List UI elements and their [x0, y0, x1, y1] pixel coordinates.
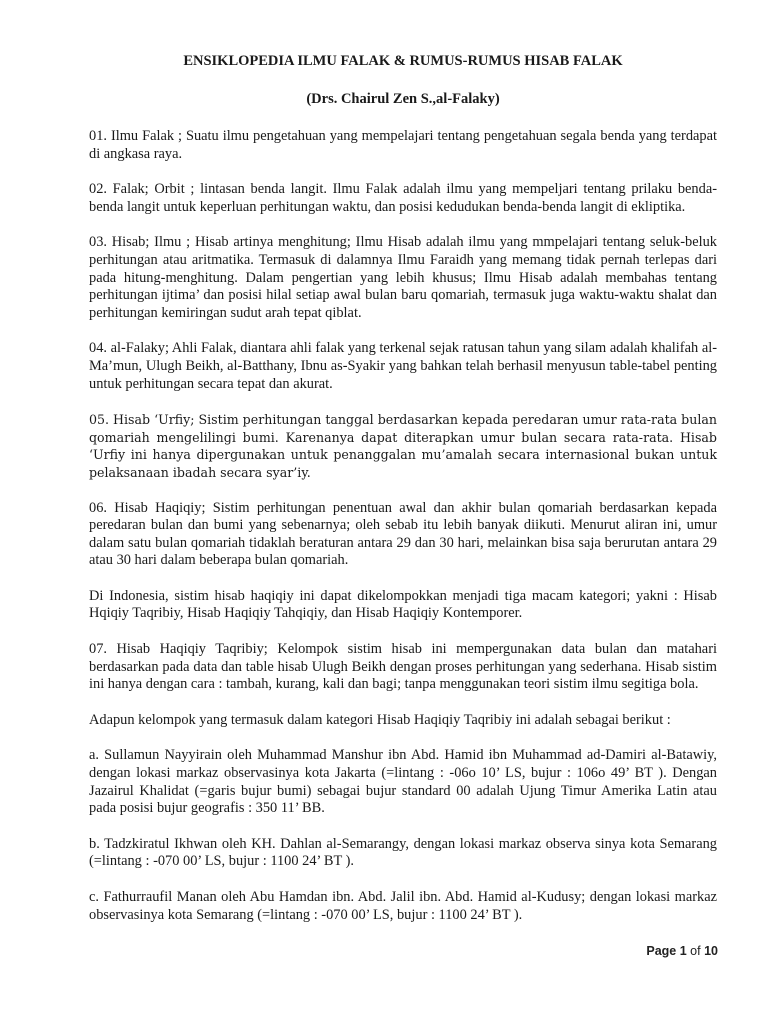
paragraph-indonesia-categories: Di Indonesia, sistim hisab haqiqiy ini dapat dikelompokkan menjadi tiga macam kategori; yakni : Hisab Hqiqiy Taqribiy, Hisab Haqiqiy Tahqiqiy, dan Hisab Haqiqiy Kontemporer.: [89, 587, 717, 622]
page-number: 1: [679, 944, 687, 958]
paragraph-01-ilmu-falak: 01. Ilmu Falak ; Suatu ilmu pengetahuan yang mempelajari tentang pengetahuan segala benda yang terdapat di angkasa raya.: [89, 128, 717, 162]
paragraph-taqribiy-intro: Adapun kelompok yang termasuk dalam kategori Hisab Haqiqiy Taqribiy ini adalah sebagai berikut :: [89, 711, 671, 728]
document-author: (Drs. Chairul Zen S.,al-Falaky): [306, 91, 500, 107]
paragraph-item-c-fathurraufil-manan: c. Fathurraufil Manan oleh Abu Hamdan ibn. Abd. Jalil ibn. Abd. Hamid al-Kudusy; dengan lokasi markaz observasinya kota Semarang (=lintang : -070 00’ LS, bujur : 1100 24’ BT ).: [89, 889, 717, 923]
page-total: 10: [704, 944, 718, 958]
page-label: Page: [646, 944, 677, 958]
document-page: [89, 52, 717, 942]
document-title: ENSIKLOPEDIA ILMU FALAK & RUMUS-RUMUS HISAB FALAK: [183, 53, 623, 69]
paragraph-item-a-sullamun-nayyirain: a. Sullamun Nayyirain oleh Muhammad Manshur ibn Abd. Hamid ibn Muhammad ad-Damiri al-Batawiy, dengan lokasi markaz observasinya kota Jakarta (=lintang : -06o 10’ LS, bujur : 106o 49’ BT ). Dengan Jazairul Khalidat (=garis bujur bumi) sebagai bujur standard 00 adalah Ujung Timur Amerika Latin atau pada posisi bujur geografis : 350 11’ BB.: [89, 747, 717, 817]
paragraph-05-hisab-urfiy: 05. Hisab ‘Urfiy; Sistim perhitungan tanggal berdasarkan kepada peredaran umur rata-rata bulan qomariah mengelilingi bumi. Karenanya dapat diterapkan umur bulan secara rata-rata. Hisab ‘Urfiy ini hanya dipergunakan untuk penanggalan mu’amalah secara internasional bukan untuk pelaksanaan ibadah secara syar’iy.: [89, 412, 717, 480]
paragraph-07-hisab-haqiqiy-taqribiy: 07. Hisab Haqiqiy Taqribiy; Kelompok sistim hisab ini mempergunakan data bulan dan matahari berdasarkan pada data dan table hisab Ulugh Beikh dengan proses perhitungan yang sederhana. Hisab sistim ini hanya dengan cara : tambah, kurang, kali dan bagi; tanpa menggunakan teori sistim ilmu segitiga bola.: [89, 641, 717, 693]
paragraph-item-b-tadzkiratul-ikhwan: b. Tadzkiratul Ikhwan oleh KH. Dahlan al-Semarangy, dengan lokasi markaz observa sinya kota Semarang (=lintang : -070 00’ LS, bujur : 1100 24’ BT ).: [89, 835, 717, 870]
paragraph-02-falak: 02. Falak; Orbit ; lintasan benda langit. Ilmu Falak adalah ilmu yang mempeljari tentang prilaku benda-benda langit untuk keperluan perhitungan waktu, dan posisi kedudukan benda-benda langit di ekliptika.: [89, 181, 717, 215]
paragraph-04-al-falaky: 04. al-Falaky; Ahli Falak, diantara ahli falak yang terkenal sejak ratusan tahun yang silam adalah khalifah al-Ma’mun, Ulugh Beikh, al-Batthany, Ibnu as-Syakir yang bahkan telah berhasil menyusun table-tabel penting untuk perhitungan secara tepat dan akurat.: [89, 340, 717, 392]
paragraph-03-hisab: 03. Hisab; Ilmu ; Hisab artinya menghitung; Ilmu Hisab adalah ilmu yang mmpelajari tentang seluk-beluk perhitungan atau aritmatika. Termasuk di dalamnya Ilmu Faraidh yang memang tidak pernah terlepas dari pada hitung-menghitung. Dalam pengertian yang lebih khusus; Ilmu Hisab adalah membahas tentang perhitungan ijtima’ dan posisi hilal setiap awal bulan baru qomariah, termasuk juga waktu-waktu shalat dan perhitungan kemiringan sudut arah tepat qiblat.: [89, 234, 717, 321]
paragraph-06-hisab-haqiqiy: 06. Hisab Haqiqiy; Sistim perhitungan penentuan awal dan akhir bulan qomariah berdasarkan kepada peredaran bulan dan bumi yang sebenarnya; oleh sebab itu lebih banyak diikuti. Menurut aliran ini, umur dalam satu bulan qomariah tidaklah beraturan antara 29 dan 30 hari, melainkan bisa saja berurutan antara 29 atau 30 hari dalam beberapa bulan qomariah.: [89, 499, 717, 569]
page-footer: [646, 944, 718, 958]
page-of-label: of: [690, 944, 701, 958]
